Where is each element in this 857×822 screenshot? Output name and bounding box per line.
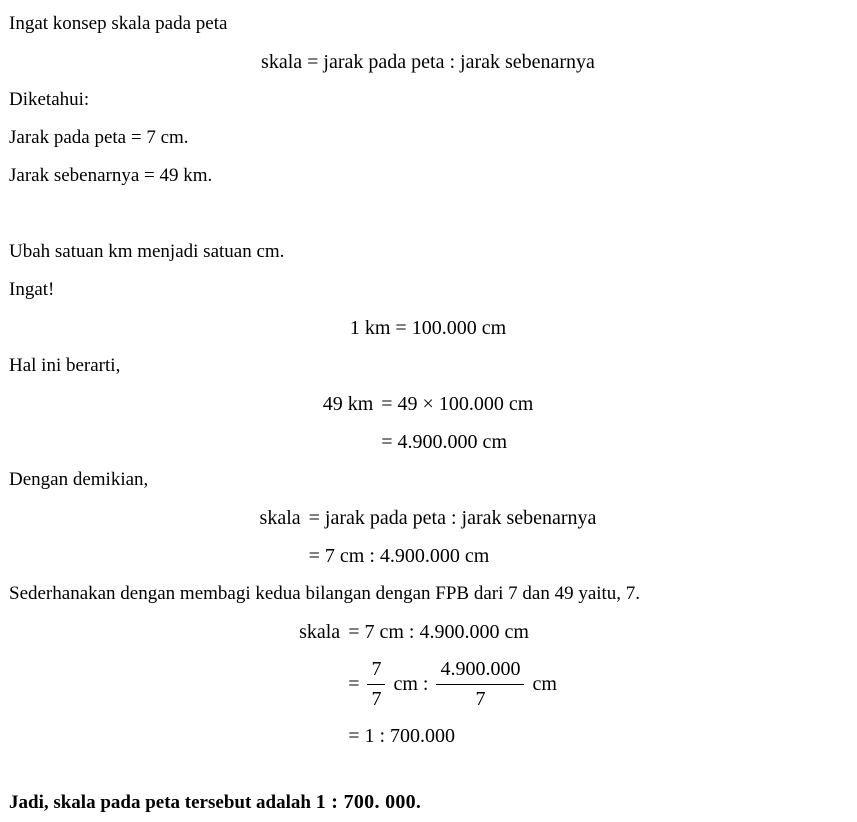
equation-lhs: skala [299,621,341,643]
scale-equation-block [260,499,597,575]
equation-rhs: = 1 : 700.000 [348,725,456,747]
equation-lhs: 49 km [322,393,374,415]
fraction-7-over-7 [367,658,385,711]
given-map-distance: Jarak pada peta = 7 cm. [9,127,189,148]
diketahui-heading: Diketahui: [9,89,90,110]
equation-rhs: = 49 × 100.000 cm [381,393,534,415]
fraction-numerator: 4.900.000 [436,658,524,685]
thus-line: Dengan demikian, [9,469,149,490]
equation-lhs-empty [323,423,382,461]
equation-lhs-empty [299,717,348,755]
equation-lhs-empty [299,651,348,717]
km-to-cm-conversion-line: 1 km = 100.000 cm [349,317,507,339]
equation-lhs-empty [260,537,309,575]
conclusion-text: Jadi, skala pada peta tersebut adalah [9,792,311,813]
equation-lhs: skala [259,507,301,529]
equals-sign: = [348,672,360,695]
equation-rhs: = jarak pada peta : jarak sebenarnya [308,507,597,529]
scale-formula-line: skala = jarak pada peta : jarak sebenarnya [261,51,595,73]
blank-line [9,195,847,233]
equation-rhs: = 7 cm : 4.900.000 cm [348,621,529,643]
given-real-distance: Jarak sebenarnya = 49 km. [9,165,213,186]
this-means-line: Hal ini berarti, [9,355,121,376]
ratio-separator: cm : [393,672,429,695]
fraction-denominator: 7 [475,687,486,710]
final-equation-block [299,613,557,755]
fraction-denominator: 7 [371,687,382,710]
remember-line: Ingat! [9,279,55,300]
convert-intro-line: Ubah satuan km menjadi satuan cm. [9,241,285,262]
simplify-note-line: Sederhanakan dengan membagi kedua bilangan dengan FPB dari 7 dan 49 yaitu, 7. [9,583,641,604]
conclusion-line [9,783,847,822]
conversion-equation-block [323,385,534,461]
fraction-4900000-over-7 [436,658,524,711]
conclusion-scale-value: 1 : 700. 000 [315,791,416,813]
conclusion-period: . [415,792,421,813]
fraction-equation-row [348,651,557,717]
unit-label: cm [532,672,557,695]
intro-line: Ingat konsep skala pada peta [9,13,228,34]
equation-rhs: = 4.900.000 cm [381,431,507,453]
fraction-numerator: 7 [367,658,385,685]
equation-rhs: = 7 cm : 4.900.000 cm [308,545,490,567]
